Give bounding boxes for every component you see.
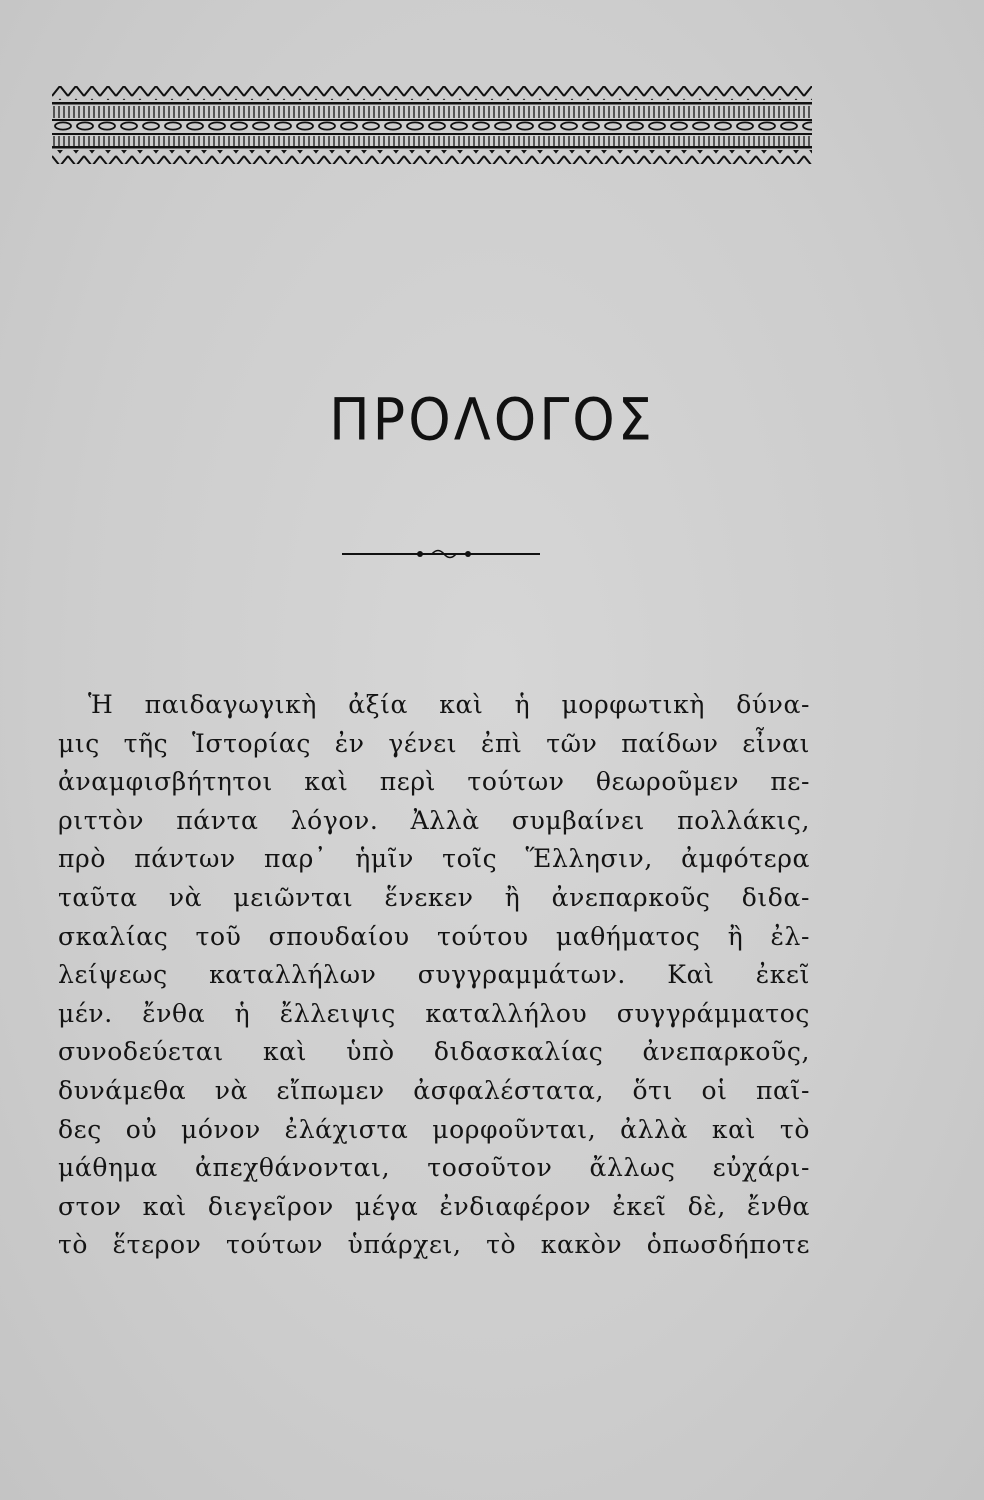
text-line: λείψεως καταλλήλων συγγραμμάτων. Καὶ ἐκεῖ	[58, 960, 810, 990]
text-line: στον καὶ διεγεῖρον μέγα ἐνδιαφέρον ἐκεῖ δὲ, ἔνθα	[58, 1191, 810, 1221]
preface-body	[58, 686, 810, 1265]
text-line: ριττὸν πάντα λόγον. Ἀλλὰ συμβαίνει πολλάκις,	[58, 805, 810, 835]
text-line: τὸ ἕτερον τούτων ὑπάρχει, τὸ κακὸν ὁπωσδήποτε	[58, 1230, 810, 1260]
decorative-header-ornament	[52, 84, 812, 164]
decorative-divider	[340, 544, 542, 562]
text-line: δυνάμεθα νὰ εἴπωμεν ἀσφαλέστατα, ὅτι οἱ παῖ-	[58, 1075, 810, 1105]
text-line: ταῦτα νὰ μειῶνται ἕνεκεν ἢ ἀνεπαρκοῦς διδα-	[58, 882, 810, 912]
text-line: Ἡ παιδαγωγικὴ ἀξία καὶ ἡ μορφωτικὴ δύνα-	[88, 690, 810, 719]
text-line: ἀναμφισβήτητοι καὶ περὶ τούτων θεωροῦμεν πε-	[58, 767, 810, 797]
text-line: συνοδεύεται καὶ ὑπὸ διδασκαλίας ἀνεπαρκοῦς,	[58, 1037, 810, 1067]
text-line: μάθημα ἀπεχθάνονται, τοσοῦτον ἄλλως εὐχάρι-	[58, 1153, 810, 1183]
text-line: σκαλίας τοῦ σπουδαίου τούτου μαθήματος ἢ ἐλ-	[58, 921, 810, 951]
text-line: μις τῆς Ἱστορίας ἐν γένει ἐπὶ τῶν παίδων εἶναι	[58, 728, 810, 758]
text-line: μέν. ἔνθα ἡ ἔλλειψις καταλλήλου συγγράμματος	[58, 998, 810, 1028]
page-title: ΠΡΟΛΟΓΟΣ	[329, 385, 655, 454]
text-line: πρὸ πάντων παρ᾽ ἡμῖν τοῖς Ἕλλησιν, ἀμφότερα	[58, 844, 810, 874]
text-line: δες οὐ μόνον ἐλάχιστα μορφοῦνται, ἀλλὰ καὶ τὸ	[58, 1114, 810, 1144]
